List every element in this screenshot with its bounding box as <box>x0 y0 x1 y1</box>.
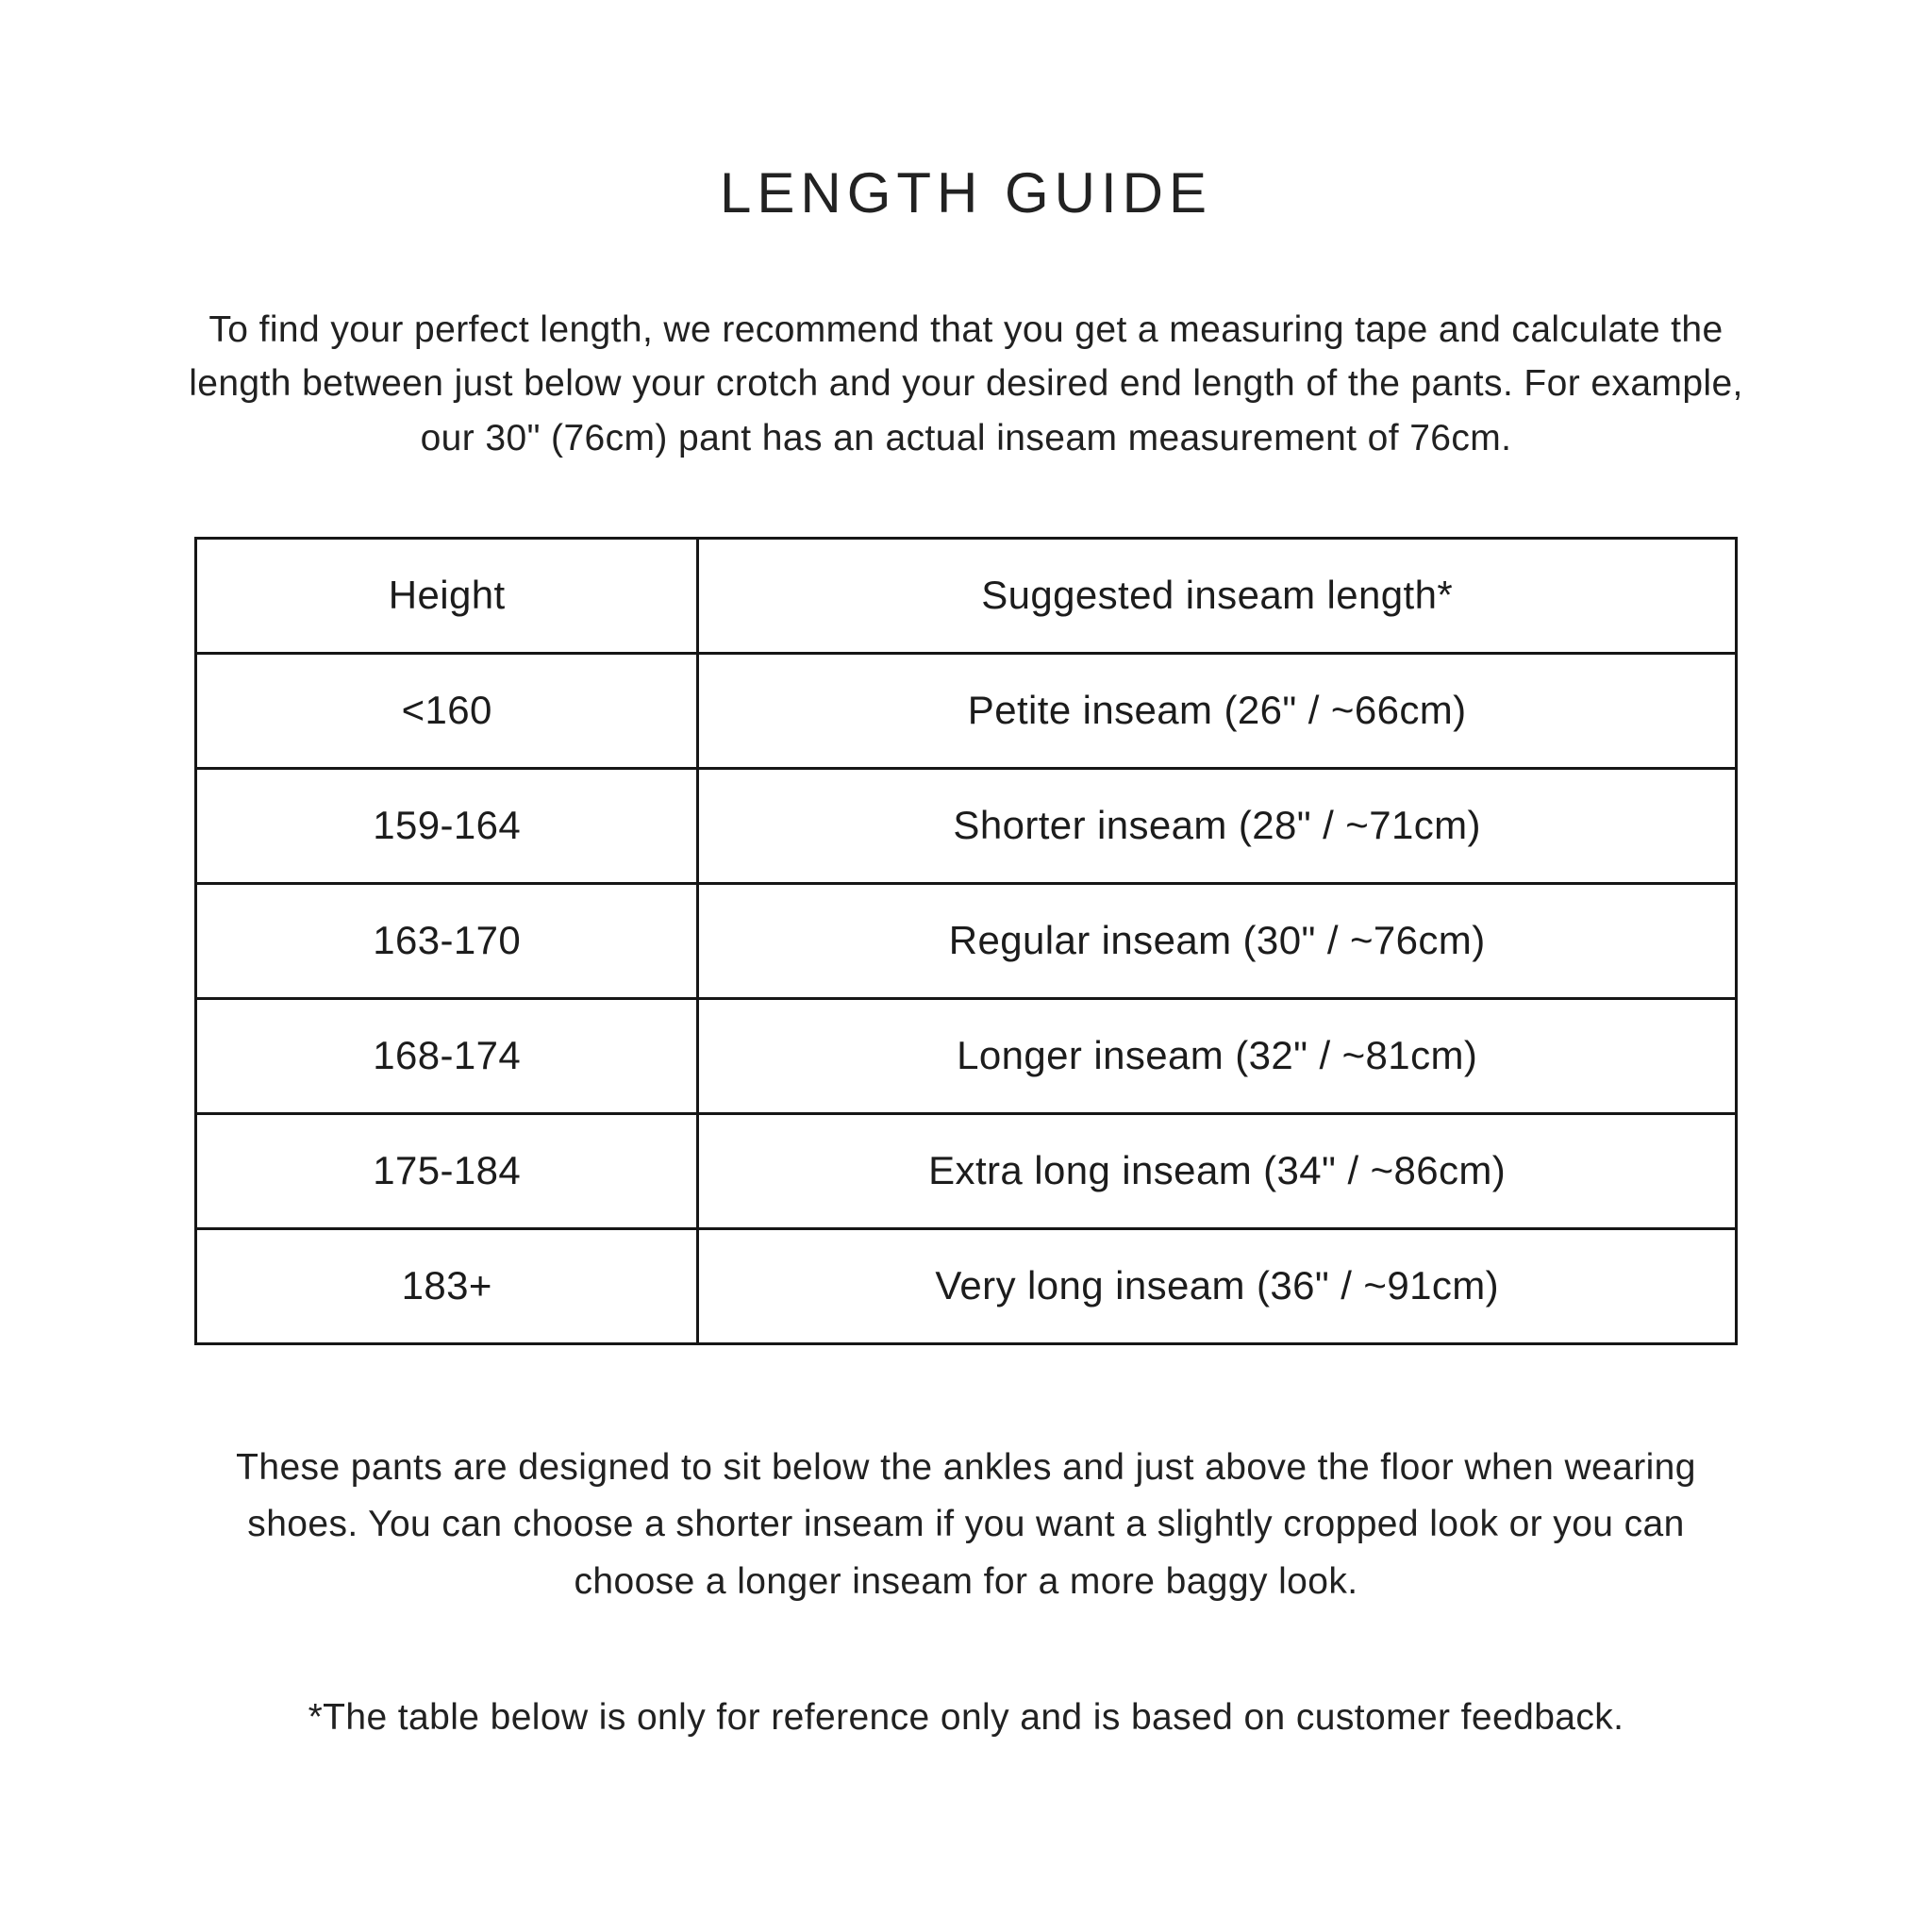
height-cell: <160 <box>196 653 698 768</box>
table-row <box>196 768 1737 883</box>
length-guide-table <box>194 537 1738 1345</box>
table-header-inseam: Suggested inseam length* <box>698 538 1737 653</box>
inseam-cell: Shorter inseam (28" / ~71cm) <box>698 768 1737 883</box>
height-cell: 183+ <box>196 1228 698 1343</box>
table-header-height: Height <box>196 538 698 653</box>
height-cell: 168-174 <box>196 998 698 1113</box>
note-paragraph: These pants are designed to sit below the ankles and just above the floor when wearing shoes. You can choose a shorter inseam if you want a slightly cropped look or you can choose a longer inseam for a more baggy look. <box>236 1446 1696 1602</box>
table-header-row <box>196 538 1737 653</box>
inseam-cell: Extra long inseam (34" / ~86cm) <box>698 1113 1737 1228</box>
height-cell: 159-164 <box>196 768 698 883</box>
inseam-cell: Petite inseam (26" / ~66cm) <box>698 653 1737 768</box>
inseam-cell: Very long inseam (36" / ~91cm) <box>698 1228 1737 1343</box>
intro-paragraph: To find your perfect length, we recommend that you get a measuring tape and calculate the length between just below your crotch and your desired end length of the pants. For example, our 30" (76cm) pant has an actual inseam measurement of 76cm. <box>189 309 1743 458</box>
page-title: LENGTH GUIDE <box>719 161 1213 225</box>
table-row <box>196 998 1737 1113</box>
table-row <box>196 1228 1737 1343</box>
table-row <box>196 653 1737 768</box>
table-row <box>196 1113 1737 1228</box>
height-cell: 163-170 <box>196 883 698 998</box>
inseam-cell: Longer inseam (32" / ~81cm) <box>698 998 1737 1113</box>
height-cell: 175-184 <box>196 1113 698 1228</box>
table-row <box>196 883 1737 998</box>
footnote: *The table below is only for reference only and is based on customer feedback. <box>308 1697 1624 1739</box>
inseam-cell: Regular inseam (30" / ~76cm) <box>698 883 1737 998</box>
